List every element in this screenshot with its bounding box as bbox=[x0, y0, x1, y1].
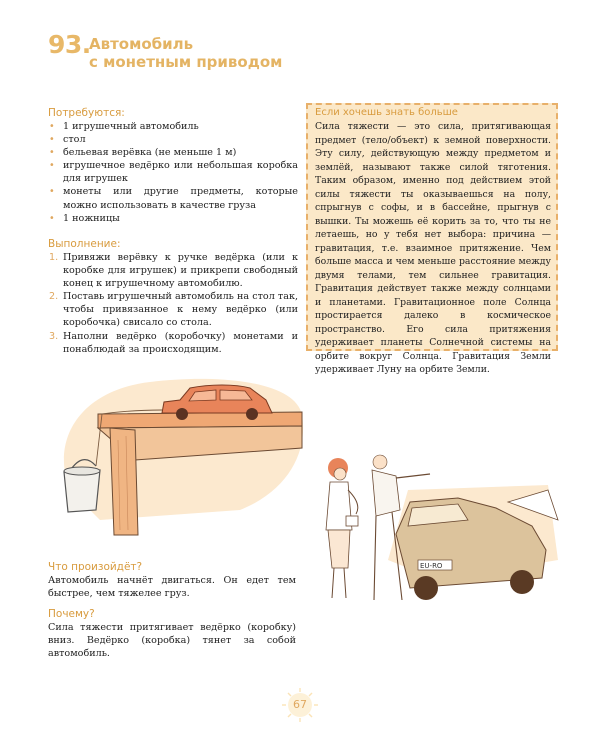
what-text: Автомобиль начнёт двигаться. Он едет тем быстрее, чем тяжелее груз. bbox=[48, 575, 296, 600]
why-heading: Почему? bbox=[48, 608, 95, 620]
bullet-icon: • bbox=[49, 147, 55, 159]
needs-heading: Потребуются: bbox=[48, 107, 125, 119]
needs-item: • монеты или другие предметы, которые можно использовать в качестве груза bbox=[49, 186, 298, 211]
people-car-illustration bbox=[318, 450, 568, 610]
step-item: 1. Привяжи верёвку к ручке ведёрка (или к коробке для игрушек) и прикрепи свободный конец к игрушечному автомобилю. bbox=[49, 252, 298, 290]
page-title-line2: с монетным приводом bbox=[89, 53, 283, 71]
needs-item: • 1 ножницы bbox=[49, 212, 120, 224]
needs-item: • бельевая верёвка (не меньше 1 м) bbox=[49, 147, 237, 159]
needs-item: • игрушечное ведёрко или небольшая коробка для игрушек bbox=[49, 160, 298, 185]
needs-list bbox=[48, 120, 298, 225]
page-title-line1: Автомобиль bbox=[89, 35, 194, 53]
why-text: Сила тяжести притягивает ведёрко (коробку) вниз. Ведёрко (коробка) тянет за собой автомобиль. bbox=[48, 622, 296, 660]
steps-heading: Выполнение: bbox=[48, 238, 121, 250]
bucket bbox=[64, 470, 100, 512]
bullet-icon: • bbox=[49, 160, 55, 172]
needs-item: • стол bbox=[49, 134, 86, 146]
bullet-icon: • bbox=[49, 134, 55, 146]
what-heading: Что произойдёт? bbox=[48, 561, 143, 573]
car-wheel bbox=[176, 408, 188, 420]
bullet-icon: • bbox=[49, 121, 55, 132]
needs-item: • 1 игрушечный автомобиль bbox=[49, 121, 199, 132]
page-title bbox=[89, 35, 282, 71]
bullet-icon: • bbox=[49, 186, 55, 198]
car-wheel bbox=[246, 408, 258, 420]
info-box-text: Сила тяжести — это сила, притягивающая предмет (тело/объект) к земной поверхности. Эту силу, действующую между предметом и землёй, называют также силой тяготения. Таким образом, именно под действием этой силы тяжести ты оказываешься на полу, спрыгнув с софы, и в бассейне, прыгнув с вышки. Ты можешь её корить за то, что ты не летаешь, но у тебя нет выбора: причина — гравитация, т.е. взаимное притяжение. Чем больше масса и чем меньше расстояние между двумя телами, тем сильнее гравитация. Гравитация действует также между солнцами и планетами. Гравитационное поле Солнца простирается далеко в космическое пространство. Его сила притяжения удерживает планеты Солнечной системы на орбите вокруг Солнца. Гравитация Земли удерживает Луну на орбите Земли. bbox=[315, 121, 551, 375]
steps-list bbox=[48, 251, 298, 356]
page-number: 67 bbox=[293, 698, 307, 711]
plate-text: EU-RO bbox=[420, 562, 443, 570]
car-wheel bbox=[510, 570, 534, 594]
table-car-illustration bbox=[40, 370, 310, 540]
car-wheel bbox=[414, 576, 438, 600]
table-leg bbox=[110, 428, 138, 535]
bullet-icon: • bbox=[49, 212, 55, 224]
tabletop bbox=[98, 412, 302, 428]
step-item: 3. Наполни ведёрко (коробочку) монетами и понаблюдай за происходящим. bbox=[49, 330, 298, 355]
step-item: 2. Поставь игрушечный автомобиль на стол так, чтобы привязанное к нему ведёрко (или коробочка) свисало со стола. bbox=[49, 291, 298, 329]
info-box-heading: Если хочешь знать больше bbox=[315, 107, 458, 118]
exercise-number: 93. bbox=[48, 30, 91, 59]
